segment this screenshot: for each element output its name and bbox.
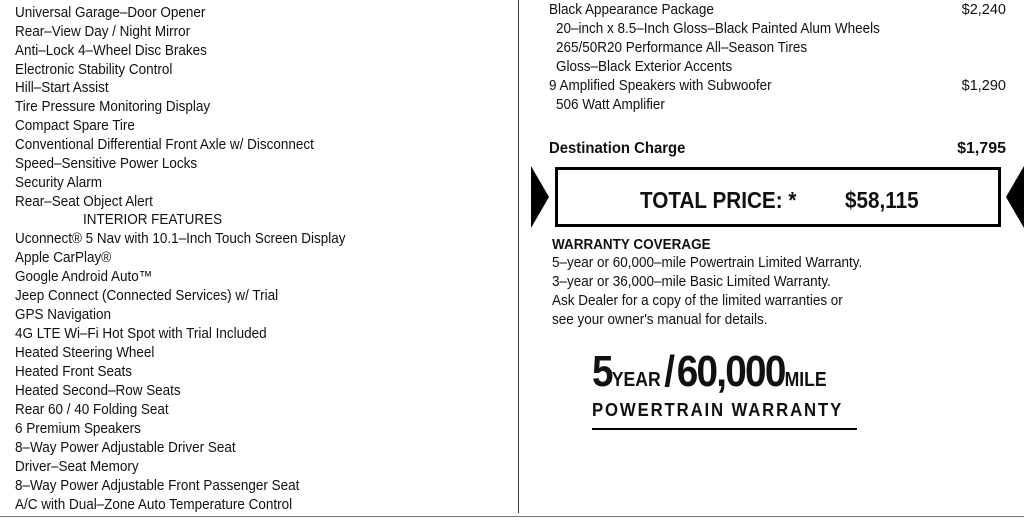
equipment-line: Heated Steering Wheel [15,345,155,361]
warranty-line: 3–year or 36,000–mile Basic Limited Warranty. [552,274,831,290]
equipment-line: Google Android Auto™ [15,269,153,285]
equipment-line: Jeep Connect (Connected Services) w/ Trial [15,288,279,304]
equipment-line: Uconnect® 5 Nav with 10.1–Inch Touch Screen Display [15,231,346,247]
equipment-line: Heated Second–Row Seats [15,383,181,399]
logo-slash: / [664,347,674,396]
option-name: Black Appearance Package [549,2,714,18]
equipment-line: Driver–Seat Memory [15,459,139,475]
equipment-line: Heated Front Seats [15,364,132,380]
logo-years-number: 5 [592,347,612,396]
equipment-line: Universal Garage–Door Opener [15,5,206,21]
option-detail: 20–inch x 8.5–Inch Gloss–Black Painted Alum Wheels [556,21,880,37]
equipment-line: 4G LTE Wi–Fi Hot Spot with Trial Included [15,326,267,342]
equipment-line: Security Alarm [15,175,102,191]
equipment-line: Speed–Sensitive Power Locks [15,156,198,172]
option-detail: 265/50R20 Performance All–Season Tires [556,40,808,56]
equipment-line: 6 Premium Speakers [15,421,141,437]
option-detail: 506 Watt Amplifier [556,97,665,113]
equipment-line: Rear 60 / 40 Folding Seat [15,402,169,418]
logo-subtitle: POWERTRAIN WARRANTY [592,400,844,420]
warranty-line: see your owner's manual for details. [552,312,768,328]
option-price: $1,290 [961,78,1006,94]
equipment-line: 8–Way Power Adjustable Front Passenger Seat [15,478,300,494]
total-price-box [555,167,1001,227]
logo-miles-number: 60,000 [676,347,785,396]
interior-features-heading: INTERIOR FEATURES [83,212,223,228]
logo-underline [592,428,857,430]
option-detail: Gloss–Black Exterior Accents [556,59,733,75]
equipment-line: Electronic Stability Control [15,62,173,78]
equipment-line: Rear–View Day / Night Mirror [15,24,191,40]
equipment-line: Compact Spare Tire [15,118,135,134]
destination-charge-label: Destination Charge [549,140,686,157]
total-price-label: TOTAL PRICE: * [640,187,797,213]
total-price-value: $58,115 [845,187,919,213]
equipment-line: Anti–Lock 4–Wheel Disc Brakes [15,43,207,59]
logo-years-word: YEAR [611,369,661,391]
warranty-title: WARRANTY COVERAGE [552,237,711,253]
bottom-rule [0,516,1024,517]
logo-miles-word: MILE [784,369,827,391]
equipment-line: GPS Navigation [15,307,111,323]
equipment-line: 8–Way Power Adjustable Driver Seat [15,440,236,456]
equipment-line: Hill–Start Assist [15,80,109,96]
arrow-right-icon [531,166,549,228]
warranty-line: 5–year or 60,000–mile Powertrain Limited Warranty. [552,255,863,271]
warranty-line: Ask Dealer for a copy of the limited warranties or [552,293,843,309]
equipment-line: Conventional Differential Front Axle w/ Disconnect [15,137,314,153]
equipment-line: Apple CarPlay® [15,250,112,266]
equipment-line: Rear–Seat Object Alert [15,194,153,210]
destination-charge-price: $1,795 [957,140,1006,157]
option-name: 9 Amplified Speakers with Subwoofer [549,78,772,94]
warranty-logo-headline [592,347,827,404]
powertrain-warranty-logo [592,347,862,430]
column-divider [518,0,519,513]
equipment-line: A/C with Dual–Zone Auto Temperature Control [15,497,293,513]
option-price: $2,240 [961,2,1006,18]
arrow-left-icon [1006,166,1024,228]
equipment-line: Tire Pressure Monitoring Display [15,99,211,115]
